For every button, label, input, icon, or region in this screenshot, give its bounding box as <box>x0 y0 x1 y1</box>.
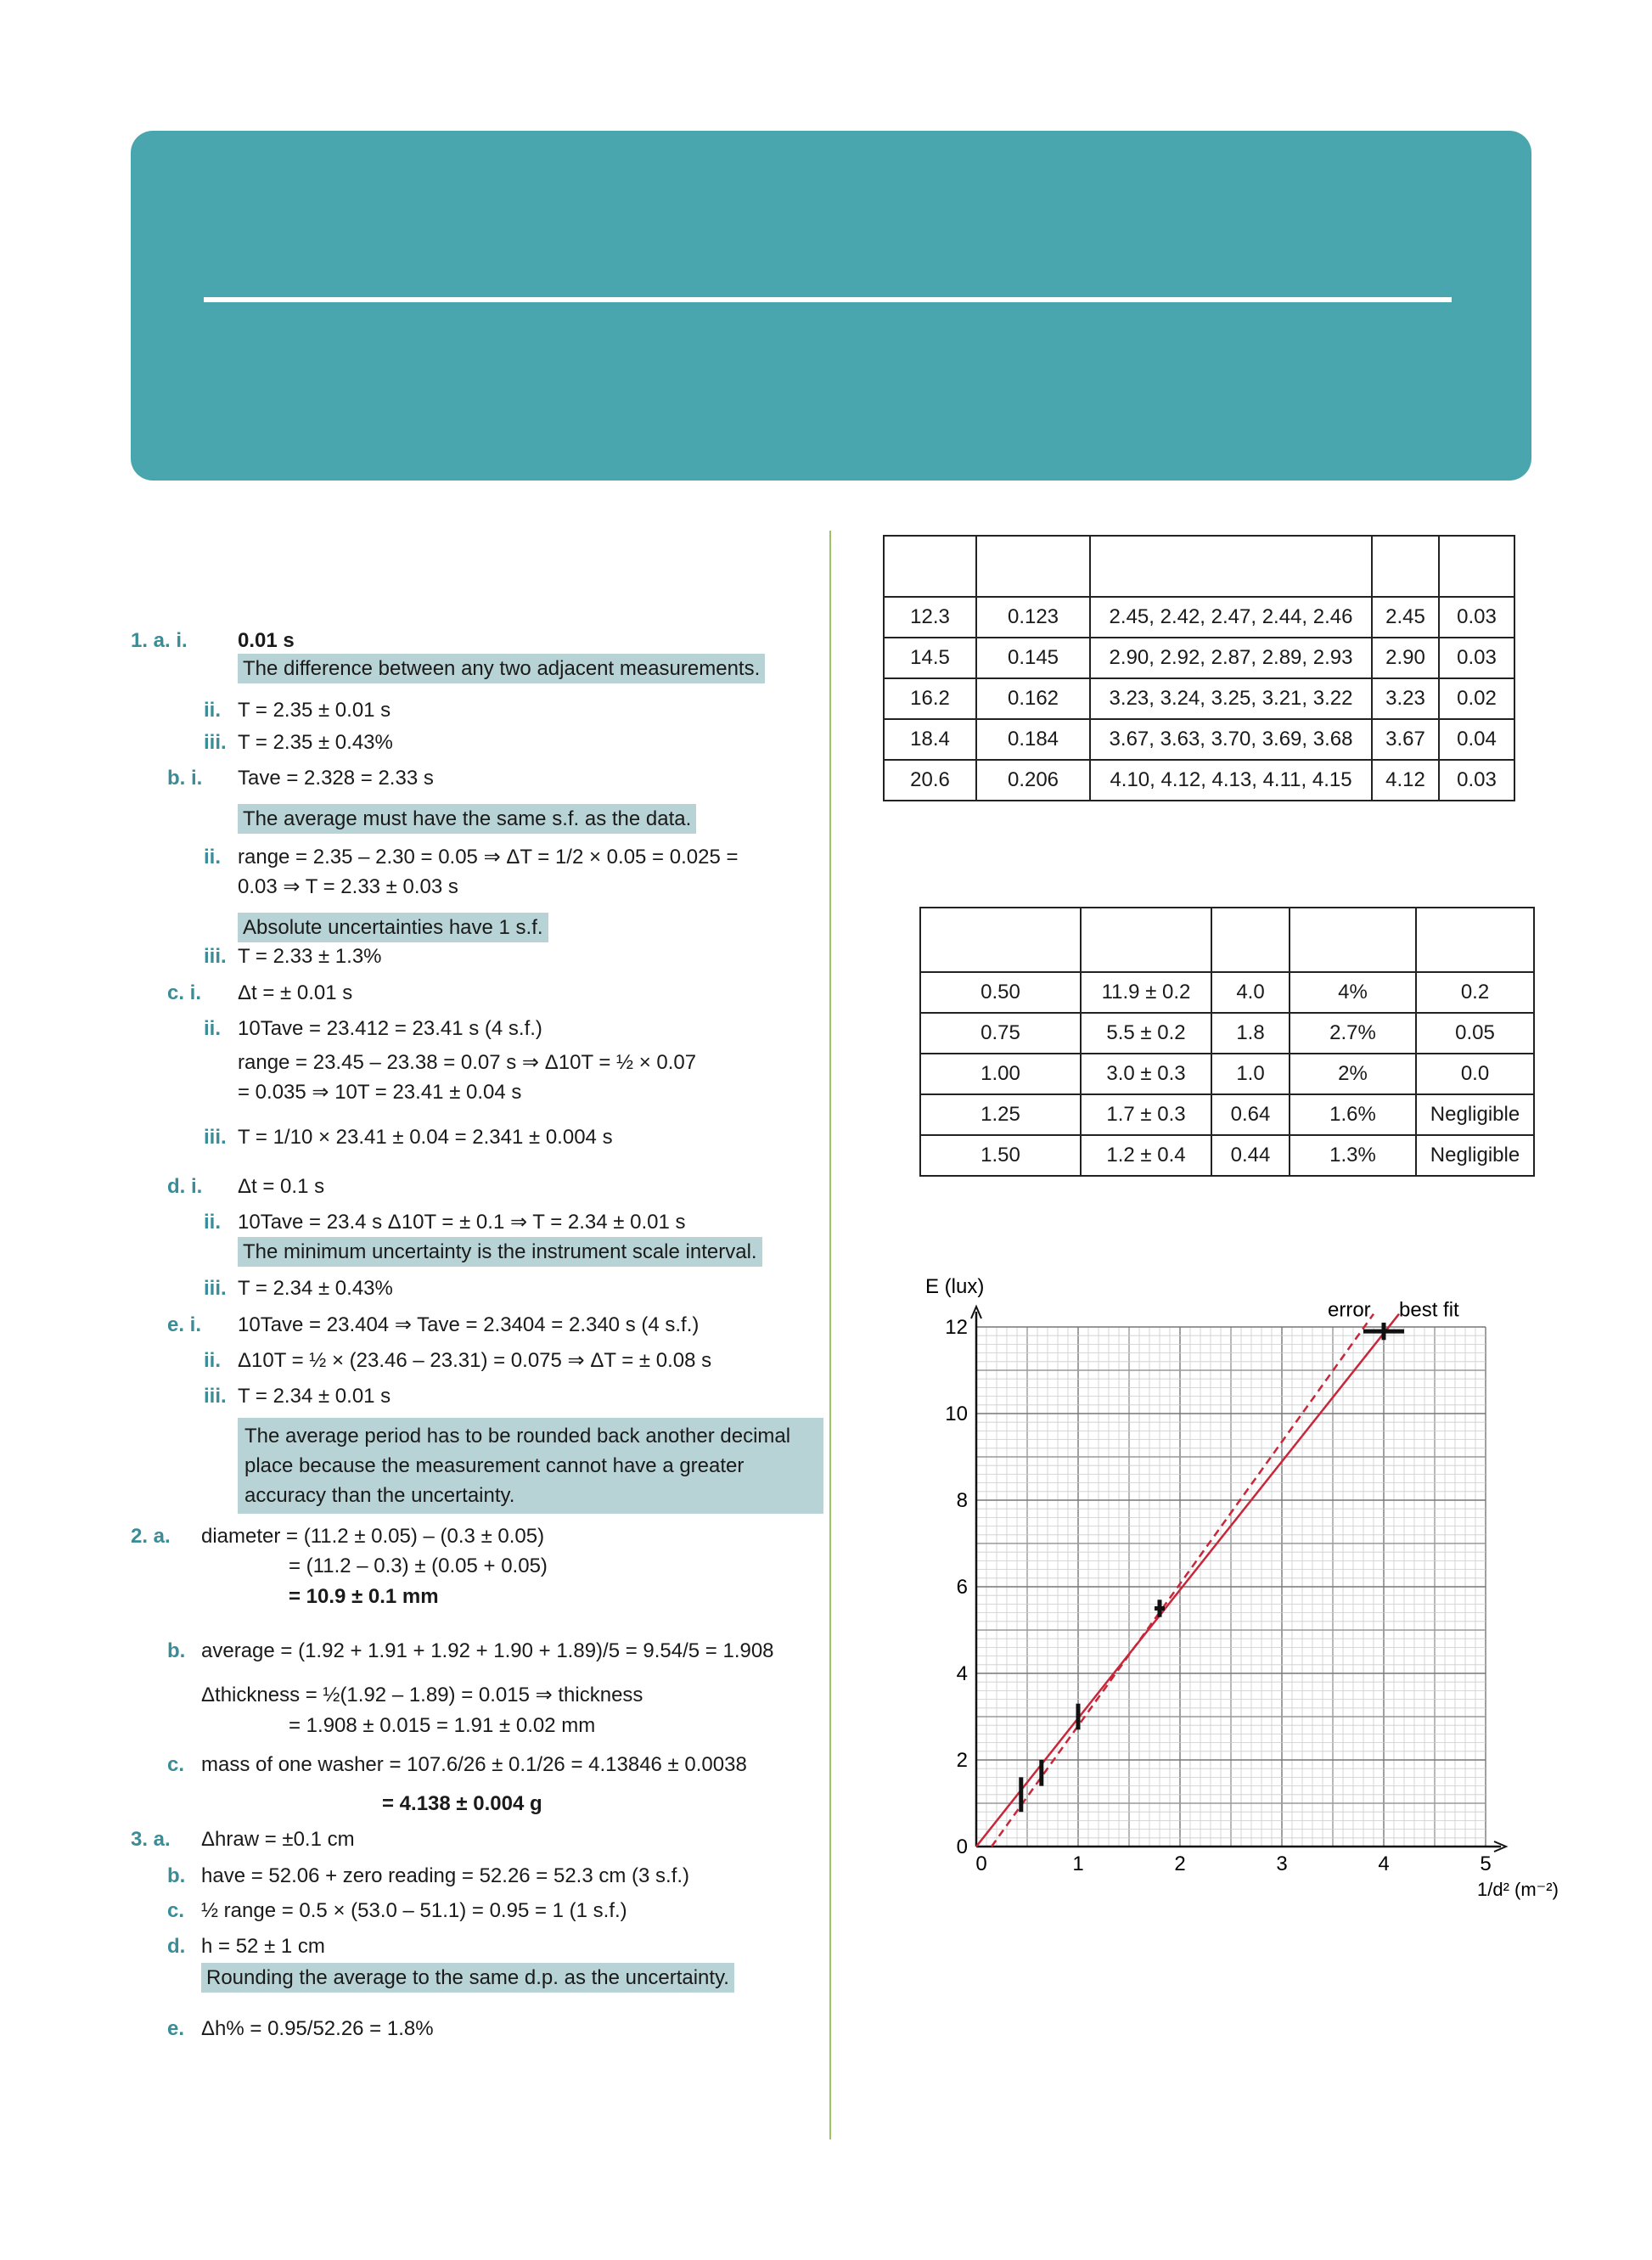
question-label: e. i. <box>167 1313 202 1336</box>
table-cell: 18.4 <box>884 719 976 760</box>
header-cell <box>1439 536 1514 597</box>
answer-line: = 10.9 ± 0.1 mm <box>289 1585 439 1608</box>
answer-line: 10Tave = 23.4 s Δ10T = ± 0.1 ⇒ T = 2.34 ± 0.01 s <box>238 1211 686 1234</box>
x-tick-label: 0 <box>975 1852 987 1875</box>
answer-line: Δthickness = ½(1.92 – 1.89) = 0.015 ⇒ thickness <box>201 1684 643 1706</box>
question-label: 3. a. <box>131 1828 171 1851</box>
question-label: c. i. <box>167 981 202 1004</box>
table-cell: 4.12 <box>1372 760 1439 801</box>
y-tick-label: 8 <box>956 1489 968 1512</box>
header-cell <box>884 536 976 597</box>
question-label: 2. a. <box>131 1525 171 1548</box>
table-cell: 1.00 <box>920 1054 1081 1094</box>
answer-line: Tave = 2.328 = 2.33 s <box>238 767 434 790</box>
question-label: d. i. <box>167 1175 203 1198</box>
table-cell: 2.45, 2.42, 2.47, 2.44, 2.46 <box>1090 597 1372 638</box>
note-highlight: The minimum uncertainty is the instrument scale interval. <box>238 1240 762 1265</box>
table-row <box>884 638 1514 678</box>
table-cell: 16.2 <box>884 678 976 719</box>
table-cell: 1.25 <box>920 1094 1081 1135</box>
table-row <box>920 972 1534 1013</box>
question-label: iii. <box>204 1277 227 1300</box>
answer-line: 10Tave = 23.412 = 23.41 s (4 s.f.) <box>238 1017 542 1040</box>
table-row <box>920 1094 1534 1135</box>
note-highlight: Rounding the average to the same d.p. as the uncertainty. <box>201 1965 734 1991</box>
answer-line: T = 2.35 ± 0.01 s <box>238 699 391 722</box>
table-row <box>884 678 1514 719</box>
table-cell: 0.145 <box>976 638 1090 678</box>
table-cell: 11.9 ± 0.2 <box>1081 972 1211 1013</box>
table-cell: 1.3% <box>1290 1135 1416 1176</box>
answer-line: range = 23.45 – 23.38 = 0.07 s ⇒ Δ10T = ½ × 0.07 <box>238 1051 697 1074</box>
question-label: iii. <box>204 1385 227 1408</box>
table-cell: 2% <box>1290 1054 1416 1094</box>
answer-line: range = 2.35 – 2.30 = 0.05 ⇒ ΔT = 1/2 × 0.05 = 0.025 = <box>238 846 739 869</box>
question-label: b. i. <box>167 767 203 790</box>
note-highlight: The difference between any two adjacent measurements. <box>238 656 765 682</box>
header-cell <box>1081 908 1211 972</box>
header-cell <box>920 908 1081 972</box>
y-tick-label: 12 <box>945 1316 968 1339</box>
table-cell: 2.7% <box>1290 1013 1416 1054</box>
table-cell: 0.50 <box>920 972 1081 1013</box>
table-cell: 14.5 <box>884 638 976 678</box>
table-row <box>920 1013 1534 1054</box>
question-label: iii. <box>204 1126 227 1149</box>
table-cell: 3.67 <box>1372 719 1439 760</box>
table-row <box>920 1135 1534 1176</box>
answer-line: Δt = ± 0.01 s <box>238 981 353 1004</box>
note-highlight: The average must have the same s.f. as the data. <box>238 807 696 832</box>
table-cell: 4% <box>1290 972 1416 1013</box>
x-tick-label: 5 <box>1480 1852 1492 1875</box>
error-line <box>992 1314 1374 1847</box>
answer-line: 0.01 s <box>238 629 295 652</box>
table-cell: 2.90 <box>1372 638 1439 678</box>
table-cell: 3.0 ± 0.3 <box>1081 1054 1211 1094</box>
x-tick-label: 2 <box>1174 1852 1186 1875</box>
error-line-label: error <box>1328 1298 1371 1322</box>
header-cell <box>1416 908 1534 972</box>
answer-line: T = 2.33 ± 1.3% <box>238 945 382 968</box>
question-label: 1. a. i. <box>131 629 188 652</box>
table-cell: 0.03 <box>1439 760 1514 801</box>
table-cell: 0.64 <box>1211 1094 1290 1135</box>
table-cell: 0.02 <box>1439 678 1514 719</box>
table-cell: 0.0 <box>1416 1054 1534 1094</box>
table-row <box>884 719 1514 760</box>
table-row <box>884 760 1514 801</box>
header-cell <box>1090 536 1372 597</box>
answer-line: average = (1.92 + 1.91 + 1.92 + 1.90 + 1.89)/5 = 9.54/5 = 1.908 <box>201 1639 774 1662</box>
question-label: b. <box>167 1639 186 1662</box>
table-cell: 0.206 <box>976 760 1090 801</box>
y-tick-label: 0 <box>956 1836 968 1858</box>
question-label: c. <box>167 1899 185 1922</box>
header-cell <box>1372 536 1439 597</box>
answer-line: h = 52 ± 1 cm <box>201 1935 325 1958</box>
y-tick-label: 10 <box>945 1403 968 1425</box>
table-cell: 0.03 <box>1439 597 1514 638</box>
answer-line: T = 2.35 ± 0.43% <box>238 731 393 754</box>
table-cell: 0.04 <box>1439 719 1514 760</box>
table-cell: 1.8 <box>1211 1013 1290 1054</box>
table-cell: 0.44 <box>1211 1135 1290 1176</box>
table-cell: 0.162 <box>976 678 1090 719</box>
y-tick-label: 4 <box>956 1662 968 1685</box>
x-axis-label: 1/d² (m⁻²) <box>1477 1879 1559 1900</box>
answer-line: = 1.908 ± 0.015 = 1.91 ± 0.02 mm <box>289 1714 596 1737</box>
answer-line: T = 1/10 × 23.41 ± 0.04 = 2.341 ± 0.004 s <box>238 1126 613 1149</box>
x-tick-label: 4 <box>1378 1852 1390 1875</box>
table-cell: Negligible <box>1416 1135 1534 1176</box>
answer-line: Δt = 0.1 s <box>238 1175 325 1198</box>
answer-line: diameter = (11.2 ± 0.05) – (0.3 ± 0.05) <box>201 1525 545 1548</box>
question-label: c. <box>167 1753 185 1776</box>
table-cell: 2.90, 2.92, 2.87, 2.89, 2.93 <box>1090 638 1372 678</box>
answer-line: mass of one washer = 107.6/26 ± 0.1/26 = 4.13846 ± 0.0038 <box>201 1753 747 1776</box>
answer-line: = 4.138 ± 0.004 g <box>382 1792 542 1815</box>
table-cell: 20.6 <box>884 760 976 801</box>
question-label: iii. <box>204 945 227 968</box>
table-cell: 1.50 <box>920 1135 1081 1176</box>
question-label: b. <box>167 1864 186 1887</box>
table-cell: 12.3 <box>884 597 976 638</box>
answers-banner <box>131 131 1531 481</box>
answer-line: 10Tave = 23.404 ⇒ Tave = 2.3404 = 2.340 s (4 s.f.) <box>238 1313 700 1336</box>
measurement-table <box>883 535 1515 801</box>
table-cell: 0.2 <box>1416 972 1534 1013</box>
answer-line: Δ10T = ½ × (23.46 – 23.31) = 0.075 ⇒ ΔT = ± 0.08 s <box>238 1349 712 1372</box>
y-tick-label: 2 <box>956 1749 968 1772</box>
header-cell <box>1290 908 1416 972</box>
question-label: ii. <box>204 1017 222 1040</box>
e-vs-inverse-d-squared-graph <box>900 1193 1559 1940</box>
answer-line: = (11.2 – 0.3) ± (0.05 + 0.05) <box>289 1554 548 1577</box>
x-tick-label: 1 <box>1072 1852 1084 1875</box>
question-label: ii. <box>204 846 222 869</box>
table-header-row <box>884 536 1514 597</box>
table-cell: Negligible <box>1416 1094 1534 1135</box>
question-label: ii. <box>204 699 222 722</box>
question-label: e. <box>167 2017 185 2040</box>
answer-line: Δh% = 0.95/52.26 = 1.8% <box>201 2017 434 2040</box>
note-box: The average period has to be rounded back another decimal place because the measurement cannot have a greater accuracy than the uncertainty. <box>238 1418 823 1514</box>
question-label: ii. <box>204 1211 222 1234</box>
table-cell: 5.5 ± 0.2 <box>1081 1013 1211 1054</box>
table-cell: 0.184 <box>976 719 1090 760</box>
header-cell <box>976 536 1090 597</box>
table-cell: 1.2 ± 0.4 <box>1081 1135 1211 1176</box>
x-tick-label: 3 <box>1276 1852 1288 1875</box>
answer-line: ½ range = 0.5 × (53.0 – 51.1) = 0.95 = 1 (1 s.f.) <box>201 1899 627 1922</box>
table-cell: 2.45 <box>1372 597 1439 638</box>
table-cell: 1.7 ± 0.3 <box>1081 1094 1211 1135</box>
table-cell: 3.23 <box>1372 678 1439 719</box>
table-cell: 1.6% <box>1290 1094 1416 1135</box>
table-cell: 0.05 <box>1416 1013 1534 1054</box>
answer-line: = 0.035 ⇒ 10T = 23.41 ± 0.04 s <box>238 1081 522 1104</box>
question-label: d. <box>167 1935 186 1958</box>
section-heading <box>131 589 148 617</box>
table-cell: 4.0 <box>1211 972 1290 1013</box>
table-cell: 0.123 <box>976 597 1090 638</box>
table-row <box>884 597 1514 638</box>
question-label: iii. <box>204 731 227 754</box>
title-rule <box>204 297 1452 302</box>
question-label: ii. <box>204 1349 222 1372</box>
answer-line: have = 52.06 + zero reading = 52.26 = 52.3 cm (3 s.f.) <box>201 1864 690 1887</box>
table-cell: 0.75 <box>920 1013 1081 1054</box>
table-cell: 0.03 <box>1439 638 1514 678</box>
column-divider <box>829 531 831 2139</box>
graph-data-table <box>919 907 1535 1177</box>
table-cell: 3.67, 3.63, 3.70, 3.69, 3.68 <box>1090 719 1372 760</box>
answer-line: 0.03 ⇒ T = 2.33 ± 0.03 s <box>238 875 458 898</box>
y-tick-label: 6 <box>956 1576 968 1599</box>
table-cell: 4.10, 4.12, 4.13, 4.11, 4.15 <box>1090 760 1372 801</box>
best-fit-line-label: best fit <box>1399 1298 1459 1322</box>
table-row <box>920 1054 1534 1094</box>
table-header-row <box>920 908 1534 972</box>
y-axis-label: E (lux) <box>925 1275 985 1298</box>
table-cell: 1.0 <box>1211 1054 1290 1094</box>
answer-line: T = 2.34 ± 0.01 s <box>238 1385 391 1408</box>
table-cell: 3.23, 3.24, 3.25, 3.21, 3.22 <box>1090 678 1372 719</box>
header-cell <box>1211 908 1290 972</box>
answer-line: T = 2.34 ± 0.43% <box>238 1277 393 1300</box>
note-highlight: Absolute uncertainties have 1 s.f. <box>238 915 548 941</box>
answer-line: Δhraw = ±0.1 cm <box>201 1828 355 1851</box>
